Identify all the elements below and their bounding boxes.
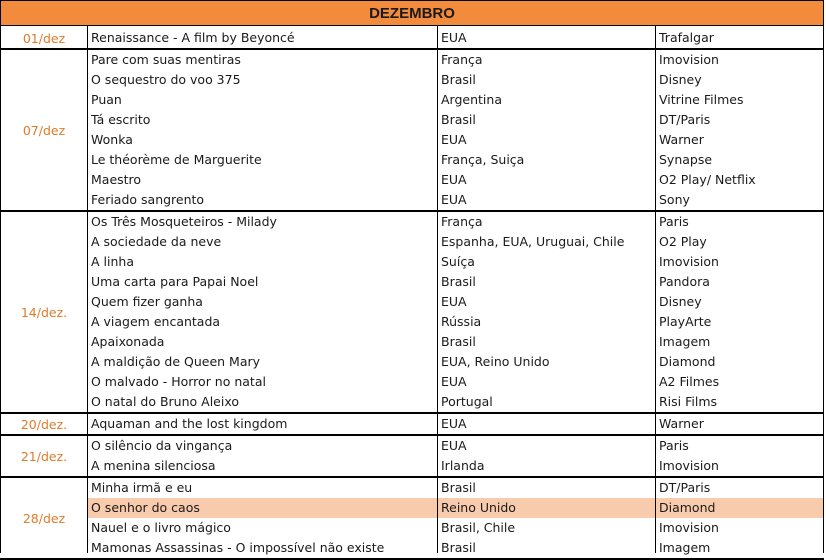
title-cell: Minha irmã e eu bbox=[91, 480, 193, 495]
title-cell: A viagem encantada bbox=[91, 314, 221, 329]
country-cell: Brasil bbox=[441, 72, 476, 87]
country-cell: Portugal bbox=[441, 394, 493, 409]
distributor-cell: Warner bbox=[659, 416, 704, 431]
title-cell: Uma carta para Papai Noel bbox=[91, 274, 259, 289]
release-date: 01/dez bbox=[22, 30, 66, 46]
month-title: DEZEMBRO bbox=[369, 4, 455, 22]
title-cell: Maestro bbox=[91, 172, 142, 187]
title-cell: Quem fizer ganha bbox=[91, 294, 203, 309]
country-cell: Brasil bbox=[441, 334, 476, 349]
title-cell: A sociedade da neve bbox=[91, 234, 222, 249]
release-date: 20/dez. bbox=[20, 416, 68, 432]
title-cell: A linha bbox=[91, 254, 134, 269]
distributor-cell: DT/Paris bbox=[659, 112, 711, 127]
country-cell: EUA bbox=[441, 132, 467, 147]
country-cell: Brasil bbox=[441, 480, 476, 495]
month-header bbox=[0, 0, 824, 26]
distributor-cell: Synapse bbox=[659, 152, 713, 167]
country-cell: Brasil bbox=[441, 274, 476, 289]
title-cell: Tá escrito bbox=[91, 112, 151, 127]
distributor-cell: Imovision bbox=[659, 458, 719, 473]
country-cell: EUA bbox=[441, 374, 467, 389]
distributor-cell: Disney bbox=[659, 294, 702, 309]
distributor-cell: PlayArte bbox=[659, 314, 712, 329]
distributor-cell: A2 Filmes bbox=[659, 374, 720, 389]
release-date: 21/dez. bbox=[20, 448, 68, 464]
title-cell: Feriado sangrento bbox=[91, 192, 205, 207]
title-cell: Puan bbox=[91, 92, 122, 107]
country-cell: Brasil, Chile bbox=[441, 520, 516, 535]
title-cell: O senhor do caos bbox=[91, 500, 200, 515]
country-cell: Brasil bbox=[441, 112, 476, 127]
distributor-cell: Imovision bbox=[659, 520, 719, 535]
country-cell: EUA, Reino Unido bbox=[441, 354, 550, 369]
title-cell: O silêncio da vingança bbox=[91, 438, 233, 453]
country-cell: EUA bbox=[441, 172, 467, 187]
distributor-cell: Sony bbox=[659, 192, 690, 207]
column-divider bbox=[437, 26, 438, 553]
distributor-cell: Diamond bbox=[659, 354, 716, 369]
title-cell: A maldição de Queen Mary bbox=[91, 354, 261, 369]
distributor-cell: Imovision bbox=[659, 52, 719, 67]
country-cell: EUA bbox=[441, 438, 467, 453]
country-cell: Reino Unido bbox=[441, 500, 516, 515]
release-date: 28/dez bbox=[22, 510, 66, 526]
country-cell: França, Suiça bbox=[441, 152, 525, 167]
title-cell: O natal do Bruno Aleixo bbox=[91, 394, 239, 409]
release-date: 07/dez bbox=[22, 122, 66, 138]
distributor-cell: Diamond bbox=[659, 500, 716, 515]
title-cell: O sequestro do voo 375 bbox=[91, 72, 241, 87]
distributor-cell: Vitrine Filmes bbox=[659, 92, 744, 107]
country-cell: EUA bbox=[441, 192, 467, 207]
distributor-cell: Paris bbox=[659, 214, 689, 229]
distributor-cell: Paris bbox=[659, 438, 689, 453]
distributor-cell: Imagem bbox=[659, 540, 711, 555]
column-divider bbox=[0, 26, 1, 553]
column-divider bbox=[87, 26, 88, 553]
distributor-cell: Warner bbox=[659, 132, 704, 147]
distributor-cell: Disney bbox=[659, 72, 702, 87]
title-cell: Os Três Mosqueteiros - Milady bbox=[91, 214, 277, 229]
title-cell: Mamonas Assassinas - O impossível não existe bbox=[91, 540, 385, 555]
title-cell: Apaixonada bbox=[91, 334, 165, 349]
distributor-cell: Imagem bbox=[659, 334, 711, 349]
distributor-cell: Pandora bbox=[659, 274, 710, 289]
title-cell: Wonka bbox=[91, 132, 133, 147]
country-cell: Brasil bbox=[441, 540, 476, 555]
title-cell: O malvado - Horror no natal bbox=[91, 374, 266, 389]
title-cell: Pare com suas mentiras bbox=[91, 52, 241, 67]
country-cell: Rússia bbox=[441, 314, 482, 329]
country-cell: EUA bbox=[441, 416, 467, 431]
country-cell: Argentina bbox=[441, 92, 502, 107]
country-cell: Irlanda bbox=[441, 458, 485, 473]
title-cell: Nauel e o livro mágico bbox=[91, 520, 231, 535]
country-cell: EUA bbox=[441, 30, 467, 45]
column-divider bbox=[823, 26, 824, 553]
title-cell: Le théorème de Marguerite bbox=[91, 152, 262, 167]
distributor-cell: Imovision bbox=[659, 254, 719, 269]
country-cell: Espanha, EUA, Uruguai, Chile bbox=[441, 234, 625, 249]
country-cell: França bbox=[441, 52, 483, 67]
distributor-cell: DT/Paris bbox=[659, 480, 711, 495]
distributor-cell: Risi Films bbox=[659, 394, 718, 409]
release-date: 14/dez. bbox=[20, 304, 68, 320]
distributor-cell: O2 Play bbox=[659, 234, 707, 249]
country-cell: Suíça bbox=[441, 254, 475, 269]
title-cell: A menina silenciosa bbox=[91, 458, 216, 473]
country-cell: EUA bbox=[441, 294, 467, 309]
distributor-cell: Trafalgar bbox=[659, 30, 714, 45]
country-cell: França bbox=[441, 214, 483, 229]
column-divider bbox=[655, 26, 656, 553]
distributor-cell: O2 Play/ Netflix bbox=[659, 172, 756, 187]
title-cell: Renaissance - A film by Beyoncé bbox=[91, 30, 295, 45]
title-cell: Aquaman and the lost kingdom bbox=[91, 416, 288, 431]
